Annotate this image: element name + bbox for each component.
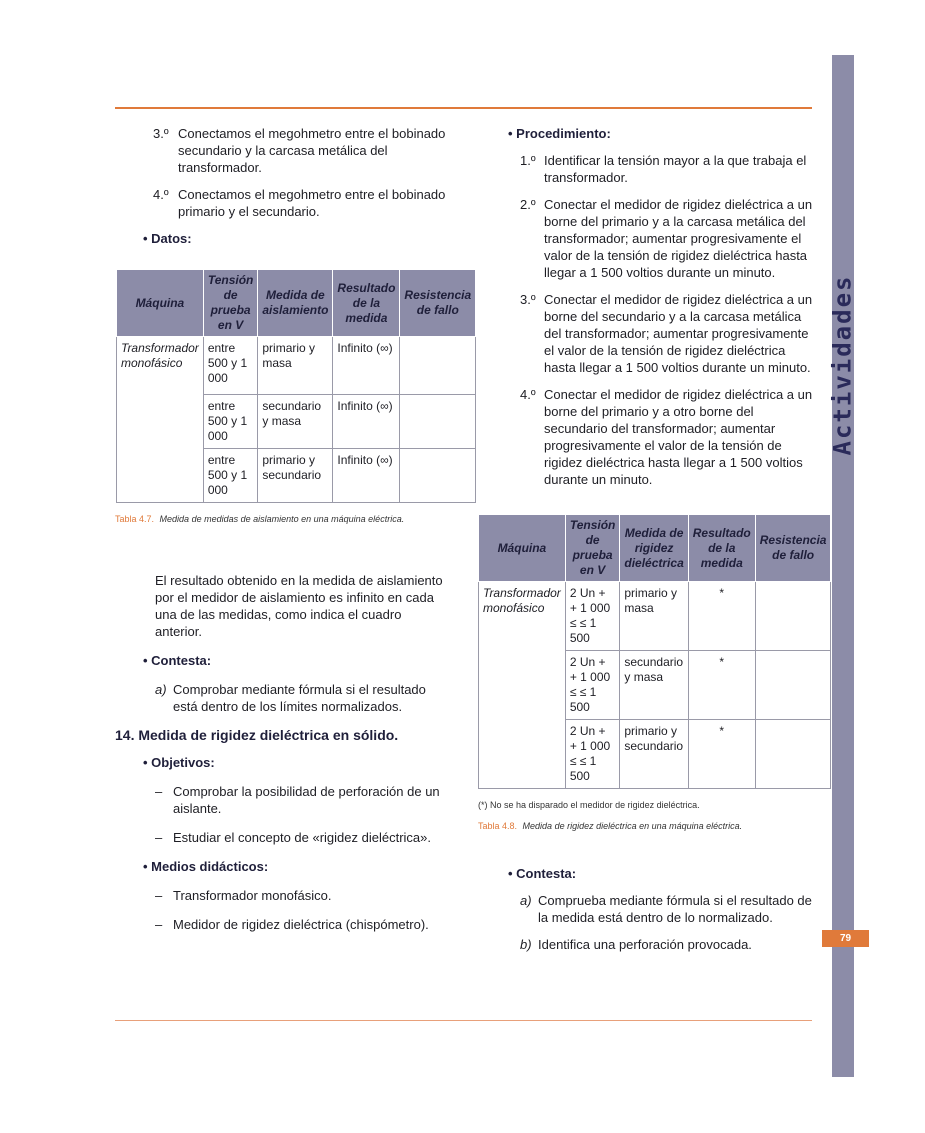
question-letter: a) — [155, 682, 167, 697]
cell-medida: primario y secundario — [620, 720, 688, 789]
table-row — [479, 720, 831, 789]
table-4-8 — [478, 514, 831, 789]
step-4 — [478, 386, 818, 488]
header-maquina: Máquina — [117, 270, 204, 337]
list-item — [115, 829, 450, 846]
question-item — [478, 892, 818, 926]
table-row — [479, 582, 831, 651]
cell-machine: Transformador monofásico — [479, 582, 566, 651]
question-text: Comprueba mediante fórmula si el resultado de la medida está dentro de lo normalizado. — [538, 893, 812, 925]
cell-medida: primario y masa — [620, 582, 688, 651]
step-number: 3.º — [520, 292, 536, 307]
medios-heading: • Medios didácticos: — [143, 859, 269, 874]
cell-resultado: * — [688, 651, 755, 720]
procedimiento-heading: • Procedimiento: — [508, 126, 611, 141]
cell-tension: entre 500 y 1 000 — [203, 337, 258, 395]
caption-text: Medida de medidas de aislamiento en una máquina eléctrica. — [159, 514, 405, 524]
left-column — [115, 125, 472, 945]
header-fallo: Resistencia de fallo — [755, 515, 831, 582]
caption-label: Tabla 4.7. — [115, 514, 155, 524]
cell-tension: 2 Un + + 1 000 ≤ ≤ 1 500 — [565, 582, 620, 651]
table-row — [117, 449, 476, 503]
step-3 — [478, 291, 818, 376]
step-number: 4.º — [520, 387, 536, 402]
list-item-text: Estudiar el concepto de «rigidez dieléctrica». — [173, 830, 431, 845]
step-text: Conectar el medidor de rigidez dieléctrica a un borne del secundario y a la carcasa metálica del transformador; aumentar progresivamente el valor de la tensión de rigidez dieléctrica hasta llegar a 1 500 voltios durante un minuto. — [544, 292, 813, 375]
table-row — [117, 395, 476, 449]
cell-machine-empty — [117, 449, 204, 503]
top-rule — [115, 107, 812, 109]
cell-medida: secundario y masa — [620, 651, 688, 720]
cell-resultado: * — [688, 720, 755, 789]
dash-mark: – — [155, 784, 163, 799]
step-4 — [115, 186, 450, 220]
header-maquina: Máquina — [479, 515, 566, 582]
page-number: 79 — [822, 930, 869, 947]
step-1 — [478, 152, 818, 186]
cell-medida: primario y secundario — [258, 449, 333, 503]
cell-fallo — [755, 582, 831, 651]
step-number: 1.º — [520, 153, 536, 168]
list-item — [115, 916, 450, 933]
objetivos-heading: • Objetivos: — [143, 755, 215, 770]
step-text: Conectamos el megohmetro entre el bobinado secundario y la carcasa metálica del transformador. — [178, 126, 446, 175]
step-number: 3.º — [153, 126, 169, 141]
question-text: Comprobar mediante fórmula si el resultado está dentro de los límites normalizados. — [173, 682, 426, 714]
cell-fallo — [755, 720, 831, 789]
list-item-text: Transformador monofásico. — [173, 888, 332, 903]
step-2 — [478, 196, 818, 281]
step-text: Conectar el medidor de rigidez dieléctrica a un borne del primario y a otro borne del secundario del transformador; aumentar progresivamente el valor de la tensión de rigidez dieléctrica hasta llegar a 1 500 voltios durante un minuto. — [544, 387, 813, 487]
step-3 — [115, 125, 450, 176]
step-number: 2.º — [520, 197, 536, 212]
result-paragraph: El resultado obtenido en la medida de aislamiento por el medidor de aislamiento es infinito en cada una de las medidas, como indica el cuadro anterior. — [155, 573, 443, 639]
header-tension: Tensión de prueba en V — [203, 270, 258, 337]
question-item — [478, 936, 818, 953]
dash-mark: – — [155, 888, 163, 903]
sidebar-label: Actividades — [828, 274, 857, 456]
cell-resultado: Infinito (∞) — [333, 395, 400, 449]
header-tension: Tensión de prueba en V — [565, 515, 620, 582]
cell-fallo — [755, 651, 831, 720]
list-item-text: Medidor de rigidez dieléctrica (chispómetro). — [173, 917, 429, 932]
cell-tension: 2 Un + + 1 000 ≤ ≤ 1 500 — [565, 720, 620, 789]
cell-machine-empty — [479, 720, 566, 789]
cell-resultado: Infinito (∞) — [333, 337, 400, 395]
sidebar-band — [832, 55, 854, 1077]
list-item — [115, 887, 450, 904]
step-text: Conectar el medidor de rigidez dieléctrica a un borne del primario y a la carcasa metálica del transformador; aumentar progresivamente el valor de la tensión de rigidez dieléctrica hasta llegar a 1 500 voltios durante un minuto. — [544, 197, 813, 280]
cell-machine: Transformador monofásico — [117, 337, 204, 395]
contesta-heading: • Contesta: — [143, 653, 212, 668]
step-text: Identificar la tensión mayor a la que trabaja el transformador. — [544, 153, 807, 185]
table-caption — [478, 818, 818, 835]
table-4-7 — [116, 269, 476, 503]
cell-fallo — [400, 337, 476, 395]
cell-tension: 2 Un + + 1 000 ≤ ≤ 1 500 — [565, 651, 620, 720]
cell-resultado: Infinito (∞) — [333, 449, 400, 503]
table-row — [117, 337, 476, 395]
step-number: 4.º — [153, 187, 169, 202]
header-resultado: Resultado de la medida — [333, 270, 400, 337]
cell-resultado: * — [688, 582, 755, 651]
table-row — [479, 651, 831, 720]
table-header-row — [479, 515, 831, 582]
header-medida: Medida de aislamiento — [258, 270, 333, 337]
cell-machine-empty — [117, 395, 204, 449]
header-resultado: Resultado de la medida — [688, 515, 755, 582]
question-item — [115, 681, 450, 715]
table-header-row — [117, 270, 476, 337]
cell-fallo — [400, 395, 476, 449]
header-medida: Medida de rigidez dieléctrica — [620, 515, 688, 582]
cell-fallo — [400, 449, 476, 503]
section-14-title: 14. Medida de rigidez dieléctrica en sólido. — [115, 727, 399, 743]
cell-tension: entre 500 y 1 000 — [203, 395, 258, 449]
step-text: Conectamos el megohmetro entre el bobinado primario y el secundario. — [178, 187, 446, 219]
cell-medida: secundario y masa — [258, 395, 333, 449]
question-text: Identifica una perforación provocada. — [538, 937, 752, 952]
caption-text: Medida de rigidez dieléctrica en una máquina eléctrica. — [522, 821, 743, 831]
cell-medida: primario y masa — [258, 337, 333, 395]
cell-tension: entre 500 y 1 000 — [203, 449, 258, 503]
list-item — [115, 783, 450, 817]
dash-mark: – — [155, 830, 163, 845]
table-note: (*) No se ha disparado el medidor de rigidez dieléctrica. — [478, 800, 700, 810]
cell-machine-empty — [479, 651, 566, 720]
caption-label: Tabla 4.8. — [478, 821, 518, 831]
dash-mark: – — [155, 917, 163, 932]
list-item-text: Comprobar la posibilidad de perforación de un aislante. — [173, 784, 440, 816]
datos-heading: • Datos: — [143, 231, 192, 246]
contesta-heading: • Contesta: — [508, 866, 577, 881]
question-letter: a) — [520, 893, 532, 908]
right-column — [478, 125, 827, 963]
table-caption — [115, 511, 450, 528]
header-fallo: Resistencia de fallo — [400, 270, 476, 337]
bottom-rule — [115, 1020, 812, 1021]
question-letter: b) — [520, 937, 532, 952]
